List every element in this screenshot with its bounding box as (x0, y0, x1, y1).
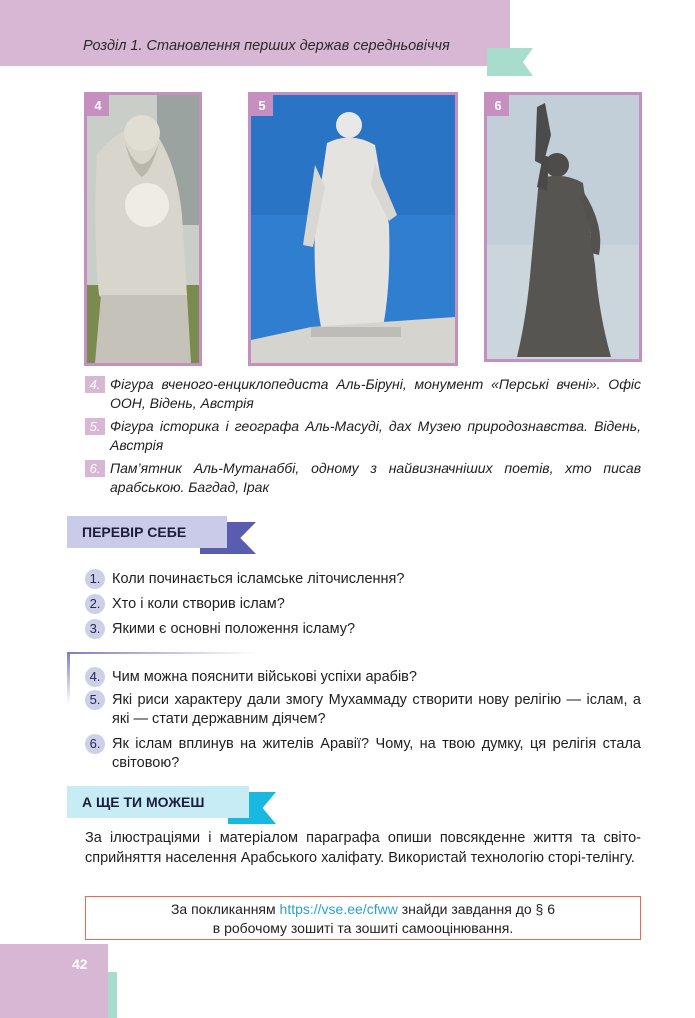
question-text: Як іслам вплинув на жителів Аравії? Чому, на твою думку, ця релігія стала світовою? (112, 736, 641, 771)
photo-al-masudi (248, 92, 458, 366)
al-masudi-statue-image (251, 95, 455, 363)
question-text: Які риси характеру дали змогу Мухаммаду створити нову релігію — іслам, а які — стати державним діячем? (112, 692, 641, 727)
question-3 (85, 620, 641, 639)
link-suffix: знайди завдання до § 6 (397, 901, 556, 917)
question-4 (85, 668, 641, 687)
caption-6 (85, 459, 641, 497)
section-divider-bar (67, 652, 70, 704)
photo-number: 5 (251, 95, 273, 116)
caption-number: 4. (85, 376, 105, 393)
photo-al-biruni (84, 92, 202, 366)
photo-number: 6 (487, 95, 509, 116)
caption-4 (85, 375, 641, 413)
online-tasks-box (85, 896, 641, 940)
question-number: 4. (85, 667, 105, 687)
caption-number: 6. (85, 460, 105, 477)
question-number: 2. (85, 594, 105, 614)
caption-number: 5. (85, 418, 105, 435)
extra-task-heading: А ЩЕ ТИ МОЖЕШ (67, 786, 249, 818)
header-tab-decoration (487, 48, 533, 76)
question-number: 1. (85, 569, 105, 589)
question-number: 3. (85, 619, 105, 639)
header-band (0, 0, 510, 66)
question-5 (85, 691, 641, 729)
caption-5 (85, 417, 641, 455)
question-text: Хто і коли створив іслам? (112, 596, 285, 612)
page-number: 42 (72, 956, 88, 972)
photo-number: 4 (87, 95, 109, 116)
question-1 (85, 570, 641, 589)
caption-text: Пам’ятник Аль-Мутанаббі, одному з найвизначніших поетів, хто писав арабською. Багдад, Ірак (110, 460, 641, 495)
question-text: Коли починається ісламське літочислення? (112, 571, 405, 587)
footer-stripe (108, 972, 117, 1018)
caption-text: Фігура вченого-енциклопедиста Аль-Біруні, монумент «Перські вчені». Офіс ООН, Відень, Австрія (110, 376, 641, 411)
check-yourself-heading: ПЕРЕВІР СЕБЕ (67, 516, 227, 548)
online-tasks-line-1 (86, 900, 640, 919)
question-number: 6. (85, 734, 105, 754)
question-text: Якими є основні положення ісламу? (112, 621, 356, 637)
extra-task-text: За ілюстраціями і матеріалом параграфа опиши повсякденне життя та світо-сприйняття населення Арабського халіфату. Використай технологію сторі-телінгу. (85, 830, 641, 866)
caption-text: Фігура історика і географа Аль-Масуді, дах Музею природознавства. Відень, Австрія (110, 418, 641, 453)
online-tasks-line-2: в робочому зошиті та зошиті самооцінювання. (212, 920, 514, 936)
question-text: Чим можна пояснити військові успіхи арабів? (112, 669, 417, 685)
question-6 (85, 735, 641, 773)
al-biruni-statue-image (87, 95, 199, 363)
section-divider (67, 652, 257, 654)
chapter-title: Розділ 1. Становлення перших держав середньовіччя (83, 38, 450, 54)
question-2 (85, 595, 641, 614)
tasks-link[interactable]: https://vse.ee/cfww (279, 901, 398, 917)
question-number: 5. (85, 690, 105, 710)
al-mutanabbi-statue-image (487, 95, 639, 359)
link-prefix: За покликанням (170, 901, 280, 917)
photo-al-mutanabbi (484, 92, 642, 362)
footer-block (0, 944, 108, 1018)
